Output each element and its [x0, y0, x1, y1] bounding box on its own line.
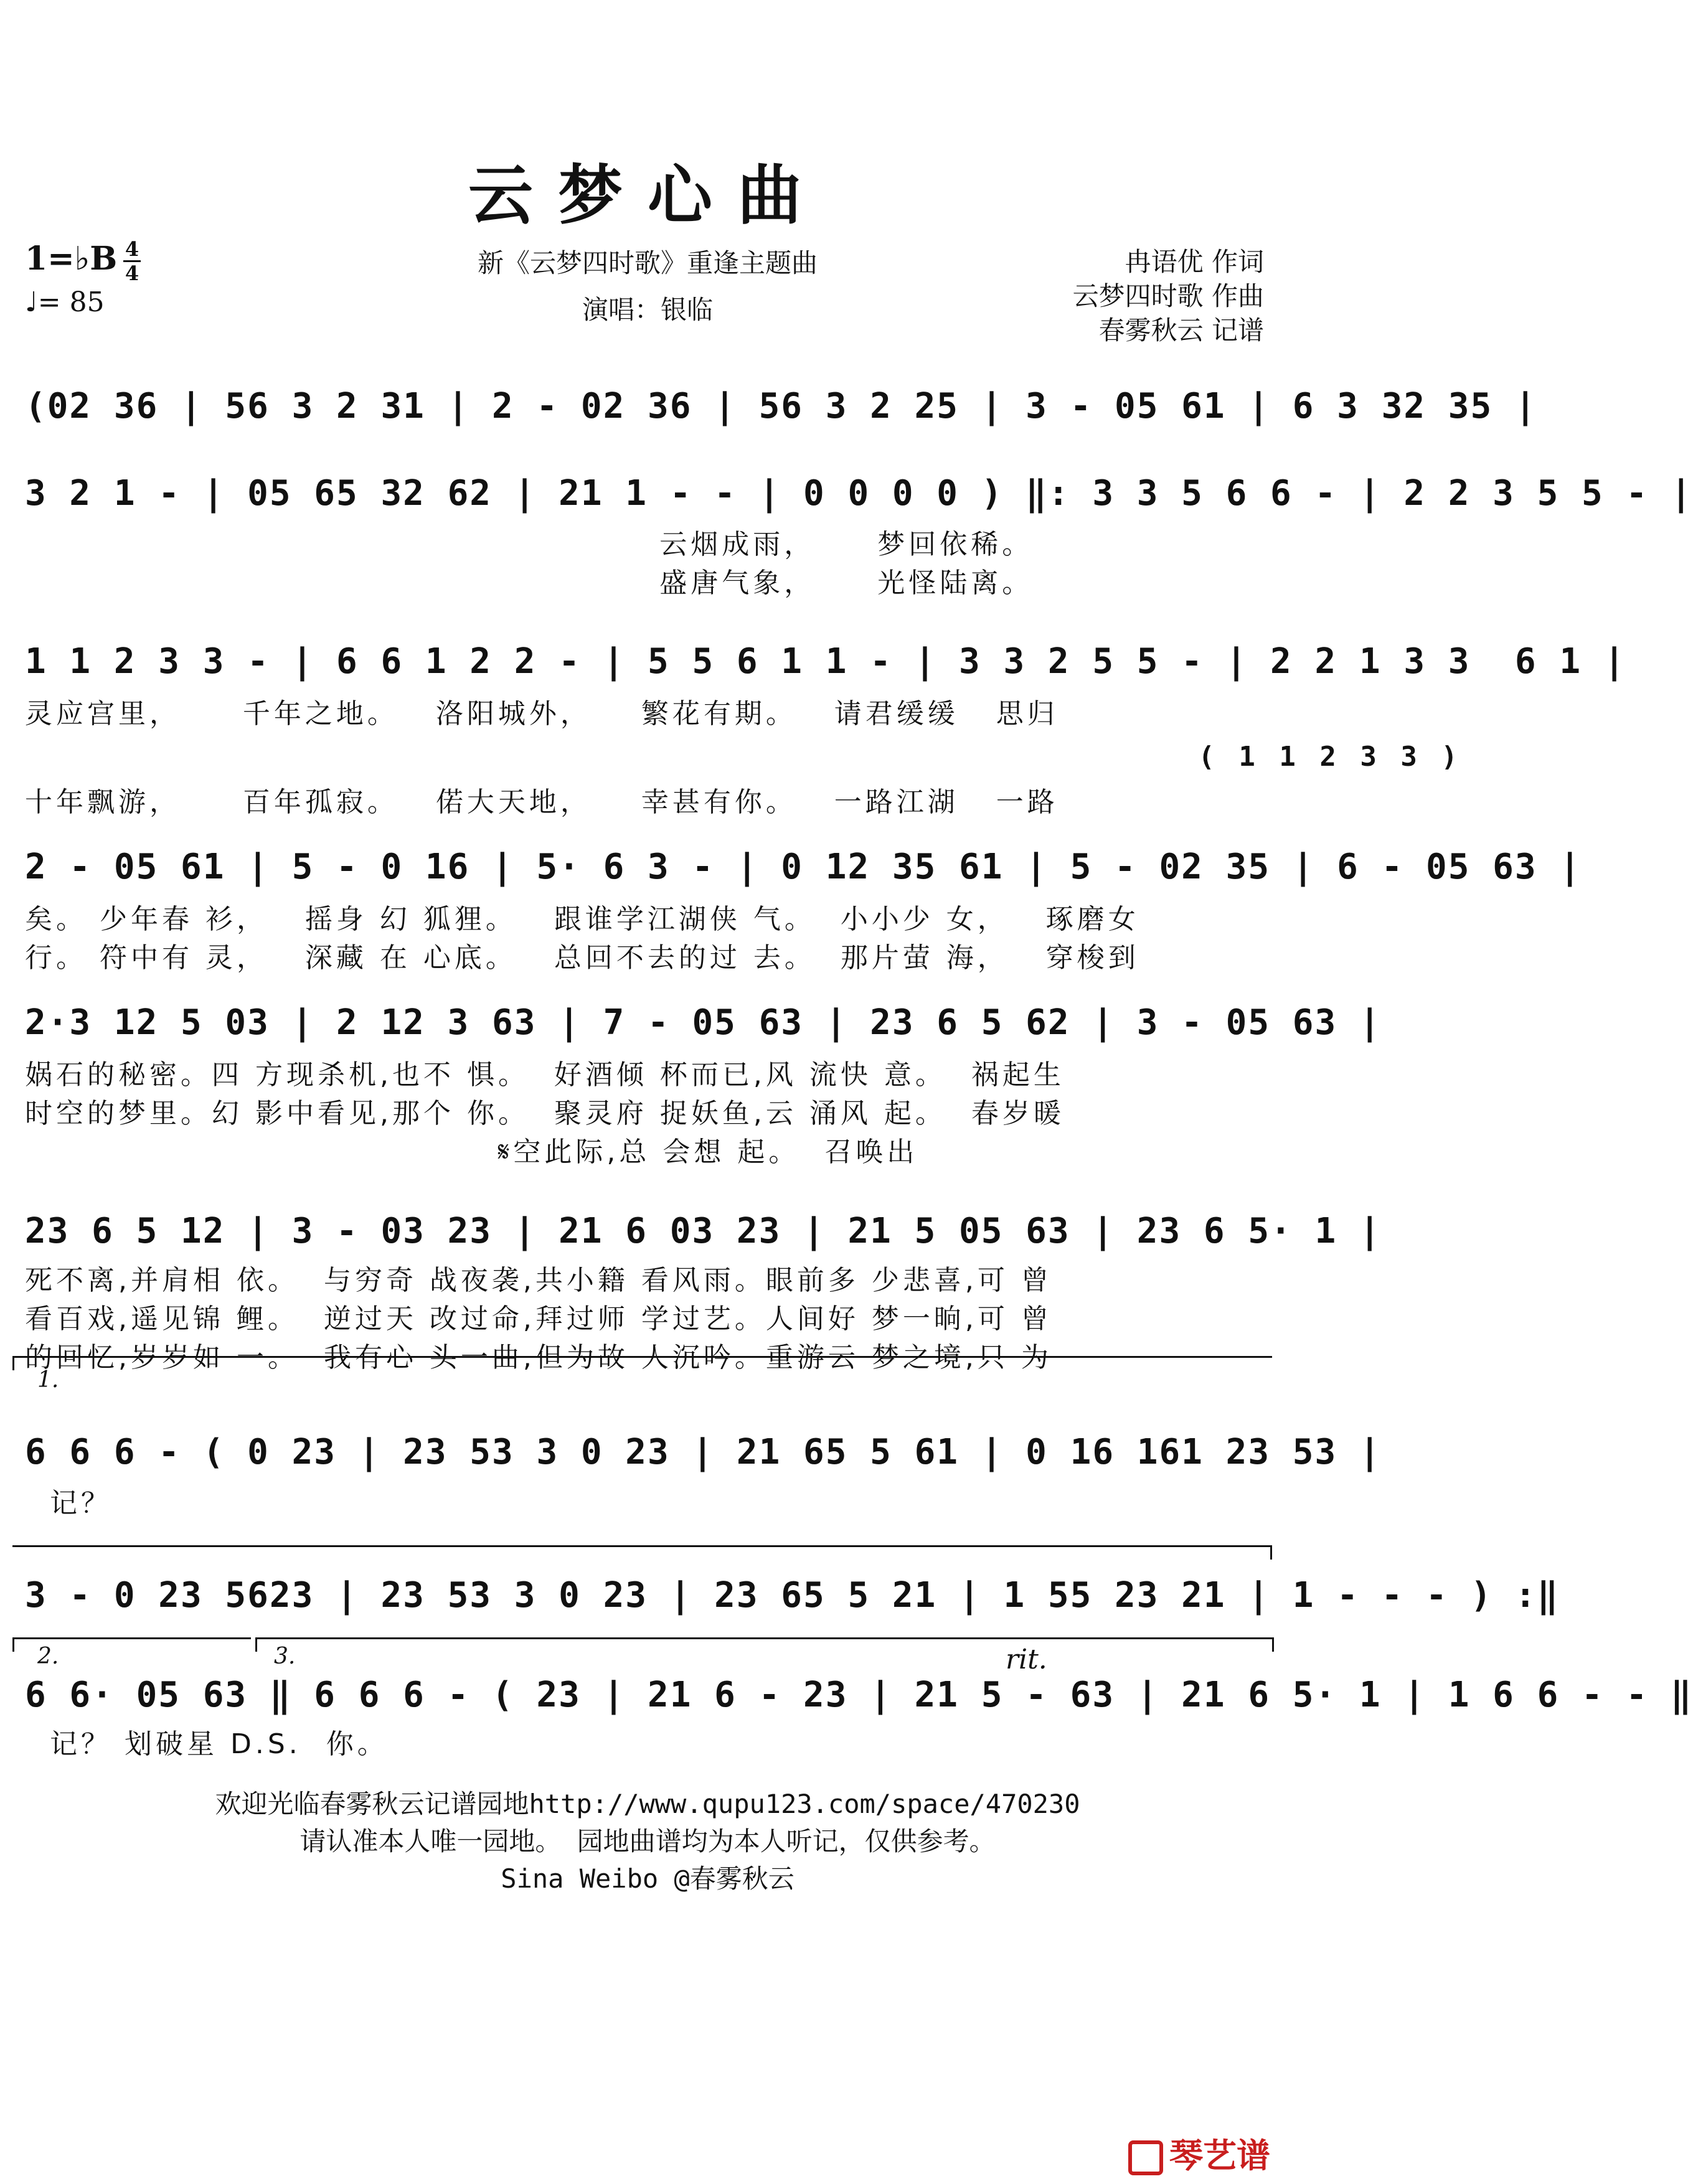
- system-3-notes: 1 1 2 3 3 - | 6 6 1 2 2 - | 5 5 6 1 1 - | 3 3 2 5 5 - | 2 2 1 3 3 6 1 |: [25, 641, 1626, 682]
- footer-line-1: 欢迎光临春雾秋云记谱园地http://www.qupu123.com/space/470230: [215, 1789, 1080, 1819]
- ritardando-marking: rit.: [1006, 1644, 1047, 1675]
- system-6-lyric-1: 死不离,并肩相 依。 与穷奇 战夜袭,共小籍 看风雨。眼前多 少悲喜,可 曾: [25, 1264, 1052, 1296]
- score-title: 云梦心曲: [468, 157, 827, 233]
- volta-2-label: 2.: [37, 1644, 59, 1669]
- time-signature-bottom: 4: [125, 261, 139, 285]
- system-9-lyric-1: 记？ 划破星 D.S. 你。: [50, 1728, 389, 1760]
- system-5-lyric-1: 娲石的秘密。四 方现杀机,也不 惧。 好酒倾 杯而已,风 流快 意。 祸起生: [25, 1059, 1065, 1091]
- subtitle: 新《云梦四时歌》重逢主题曲: [477, 248, 818, 278]
- footer-line-2: 请认准本人唯一园地。 园地曲谱均为本人听记，仅供参考。: [299, 1826, 996, 1857]
- logo-text: 琴艺谱: [1169, 2136, 1270, 2175]
- site-logo: [1128, 2129, 1270, 2177]
- system-6-lyric-3: 的回忆,岁岁如 一。 我有心 头一曲,但为故 人沉吟。重游云 梦之境,只 为: [25, 1342, 1052, 1373]
- system-7-lyric-1: 记？: [50, 1487, 112, 1519]
- system-5-lyric-3: 𝄋空此际,总 会想 起。 召唤出: [25, 1136, 918, 1168]
- system-8-notes: 3 - 0 23 5623 | 23 53 3 0 23 | 23 65 5 21 | 1 55 23 21 | 1 - - - ) :‖: [25, 1575, 1560, 1616]
- volta-3-bracket: [255, 1637, 1274, 1652]
- transcriber-credit: 春雾秋云 记谱: [1098, 315, 1264, 346]
- system-6-lyric-2: 看百戏,遥见锦 鲤。 逆过天 改过命,拜过师 学过艺。人间好 梦一晌,可 曾: [25, 1303, 1052, 1335]
- system-8-bracket: [12, 1545, 1272, 1560]
- system-2-lyric-2: 盛唐气象， 光怪陆离。: [25, 567, 1034, 599]
- volta-3-label: 3.: [274, 1644, 296, 1669]
- system-6-notes: 23 6 5 12 | 3 - 03 23 | 21 6 03 23 | 21 5 05 63 | 23 6 5· 1 |: [25, 1211, 1382, 1251]
- system-3-lyric-3: 十年飘游， 百年孤寂。 偌大天地， 幸甚有你。 一路江湖 一路: [25, 786, 1059, 818]
- tempo-marking: ♩= 85: [25, 286, 105, 318]
- system-3-lyric-1: 灵应宫里， 千年之地。 洛阳城外， 繁花有期。 请君缓缓 思归: [25, 698, 1059, 730]
- system-2-lyric-1: 云烟成雨， 梦回依稀。: [25, 529, 1034, 560]
- singer: 演唱：银临: [582, 294, 713, 325]
- volta-1-bracket: [12, 1356, 1272, 1370]
- system-2-notes: 3 2 1 - | 05 65 32 62 | 21 1 - - | 0 0 0 0 ) ‖: 3 3 5 6 6 - | 2 2 3 5 5 - |: [25, 473, 1693, 514]
- logo-mark-icon: [1128, 2140, 1163, 2175]
- key-signature: 1=♭B: [25, 240, 118, 278]
- system-5-notes: 2·3 12 5 03 | 2 12 3 63 | 7 - 05 63 | 23 6 5 62 | 3 - 05 63 |: [25, 1002, 1382, 1043]
- system-4-lyric-1: 矣。 少年春 衫， 摇身 幻 狐狸。 跟谁学江湖侠 气。 小小少 女， 琢磨女: [25, 903, 1139, 935]
- system-7-notes: 6 6 6 - ( 0 23 | 23 53 3 0 23 | 21 65 5 61 | 0 16 161 23 53 |: [25, 1432, 1382, 1472]
- system-4-notes: 2 - 05 61 | 5 - 0 16 | 5· 6 3 - | 0 12 35 61 | 5 - 02 35 | 6 - 05 63 |: [25, 847, 1582, 887]
- system-5-lyric-2: 时空的梦里。幻 影中看见,那个 你。 聚灵府 捉妖鱼,云 涌风 起。 春岁暖: [25, 1098, 1065, 1129]
- time-signature-top: 4: [125, 237, 139, 261]
- system-9-notes: 6 6· 05 63 ‖ 6 6 6 - ( 23 | 21 6 - 23 | 21 5 - 63 | 21 6 5· 1 | 1 6 6 - - ‖: [25, 1675, 1693, 1715]
- system-1-notes: (02 36 | 56 3 2 31 | 2 - 02 36 | 56 3 2 25 | 3 - 05 61 | 6 3 32 35 |: [25, 386, 1537, 426]
- system-4-lyric-2: 行。 符中有 灵， 深藏 在 心底。 总回不去的过 去。 那片萤 海， 穿梭到: [25, 942, 1139, 974]
- system-3-lyric-2: ( 1 1 2 3 3 ): [25, 741, 1461, 773]
- composer-credit: 云梦四时歌 作曲: [1072, 281, 1264, 311]
- footer-line-3: Sina Weibo @春雾秋云: [501, 1863, 795, 1894]
- lyricist-credit: 冉语优 作词: [1125, 247, 1264, 277]
- volta-1-label: 1.: [37, 1367, 59, 1393]
